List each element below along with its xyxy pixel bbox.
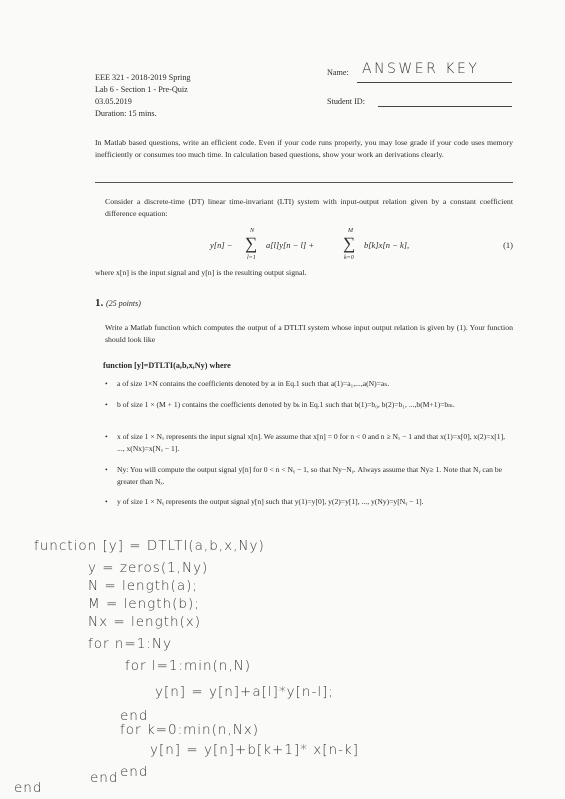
difference-equation [210, 228, 513, 264]
eq-sum1-bottom: l=1 [247, 255, 256, 261]
code-line-end-function: end [14, 780, 43, 796]
code-line-end-k: end [120, 764, 149, 780]
code-line-end-n: end [90, 770, 119, 786]
bullet-a: • a of size 1×N contains the coefficients denoted by aₗ in Eq.1 such that a(1)=a₁,...,a(N)=aₙ. [107, 378, 512, 390]
where-text: where x[n] is the input signal and y[n] is the resulting output signal. [95, 268, 307, 277]
question-number: 1. [95, 297, 104, 309]
code-line-length-a: N = length(a); [88, 578, 198, 594]
name-label: Name: [327, 68, 349, 77]
code-line-length-x: Nx = length(x) [88, 614, 202, 630]
divider [95, 182, 513, 183]
intro-paragraph: Consider a discrete-time (DT) linear time-invariant (LTI) system with input-output relation given by a constant coefficient difference equation: [105, 197, 513, 218]
bullet-x: • x of size 1 × Nₓ represents the input signal x[n]. We assume that x[n] = 0 for n < 0 and n ≥ Nₓ − 1 and that x(1)=x[0], x(2)=x[1], ..., x(Nx)=x[Nₓ − 1]. [107, 431, 512, 454]
course-title: EEE 321 - 2018-2019 Spring [95, 73, 191, 82]
eq-sum1-sign: ∑ [245, 234, 258, 253]
code-line-length-b: M = length(b); [88, 596, 200, 612]
code-line-function: function [y] = DTLTI(a,b,x,Ny) [34, 538, 265, 554]
student-id-label: Student ID: [327, 97, 365, 106]
exam-date: 03.05.2019 [95, 97, 132, 106]
bullet-b: • b of size 1 × (M + 1) contains the coefficients denoted by bₖ in Eq.1 such that b(1)=b₀, b(2)=b₁, ...,b(M+1)=bₘ. [107, 399, 512, 411]
code-line-for-n: for n=1:Ny [88, 636, 172, 652]
name-underline [357, 82, 512, 83]
eq-term1: a[l]y[n − l] + [266, 240, 315, 250]
eq-lhs: y[n] − [210, 240, 233, 250]
question-points: (25 points) [106, 299, 141, 308]
eq-term2: b[k]x[n − k], [364, 240, 410, 250]
code-line-end-l: end [120, 708, 149, 724]
student-id-underline [378, 106, 512, 107]
question-text: Write a Matlab function which computes the output of a DTLTI system whose input output relation is given by (1). Your function should look like [105, 323, 513, 344]
eq-number: (1) [503, 240, 513, 250]
code-line-for-k: for k=0:min(n,Nx) [120, 722, 260, 738]
question-heading [95, 297, 141, 309]
code-line-update-b: y[n] = y[n]+b[k+1]* x[n-k] [150, 742, 359, 758]
eq-sum1-top: N [250, 228, 255, 234]
exam-duration: Duration: 15 mins. [95, 109, 157, 118]
lab-title: Lab 6 - Section 1 - Pre-Quiz [95, 85, 188, 94]
code-line-update-a: y[n] = y[n]+a[l]*y[n-l]; [155, 684, 334, 700]
name-value: ANSWER KEY [362, 61, 480, 77]
bullet-ny: • Ny: You will compute the output signal y[n] for 0 < n < Nᵧ − 1, so that Ny−Nᵧ. Always assume that Ny≥ 1. Note that Nᵧ can be greater than Nₓ. [107, 464, 512, 487]
function-signature: function [y]=DTLTI(a,b,x,Ny) where [103, 361, 231, 370]
bullet-y: • y of size 1 × Nᵧ represents the output signal y[n] such that y(1)=y[0], y(2)=y[1], ..., y(Ny)=y[Nᵧ − 1]. [107, 496, 512, 508]
eq-sum2-top: M [348, 228, 353, 234]
code-line-for-l: for l=1:min(n,N) [125, 658, 251, 674]
code-line-zeros: y = zeros(1,Ny) [88, 560, 209, 576]
exam-header [95, 72, 191, 120]
eq-sum2-bottom: k=0 [344, 255, 354, 261]
instructions: In Matlab based questions, write an efficient code. Even if your code runs properly, you may lose grade if your code uses memory inefficiently or consumes too much time. In calculation based questions, show your work an derivations clearly. [95, 138, 513, 159]
eq-sum2-sign: ∑ [343, 234, 356, 253]
